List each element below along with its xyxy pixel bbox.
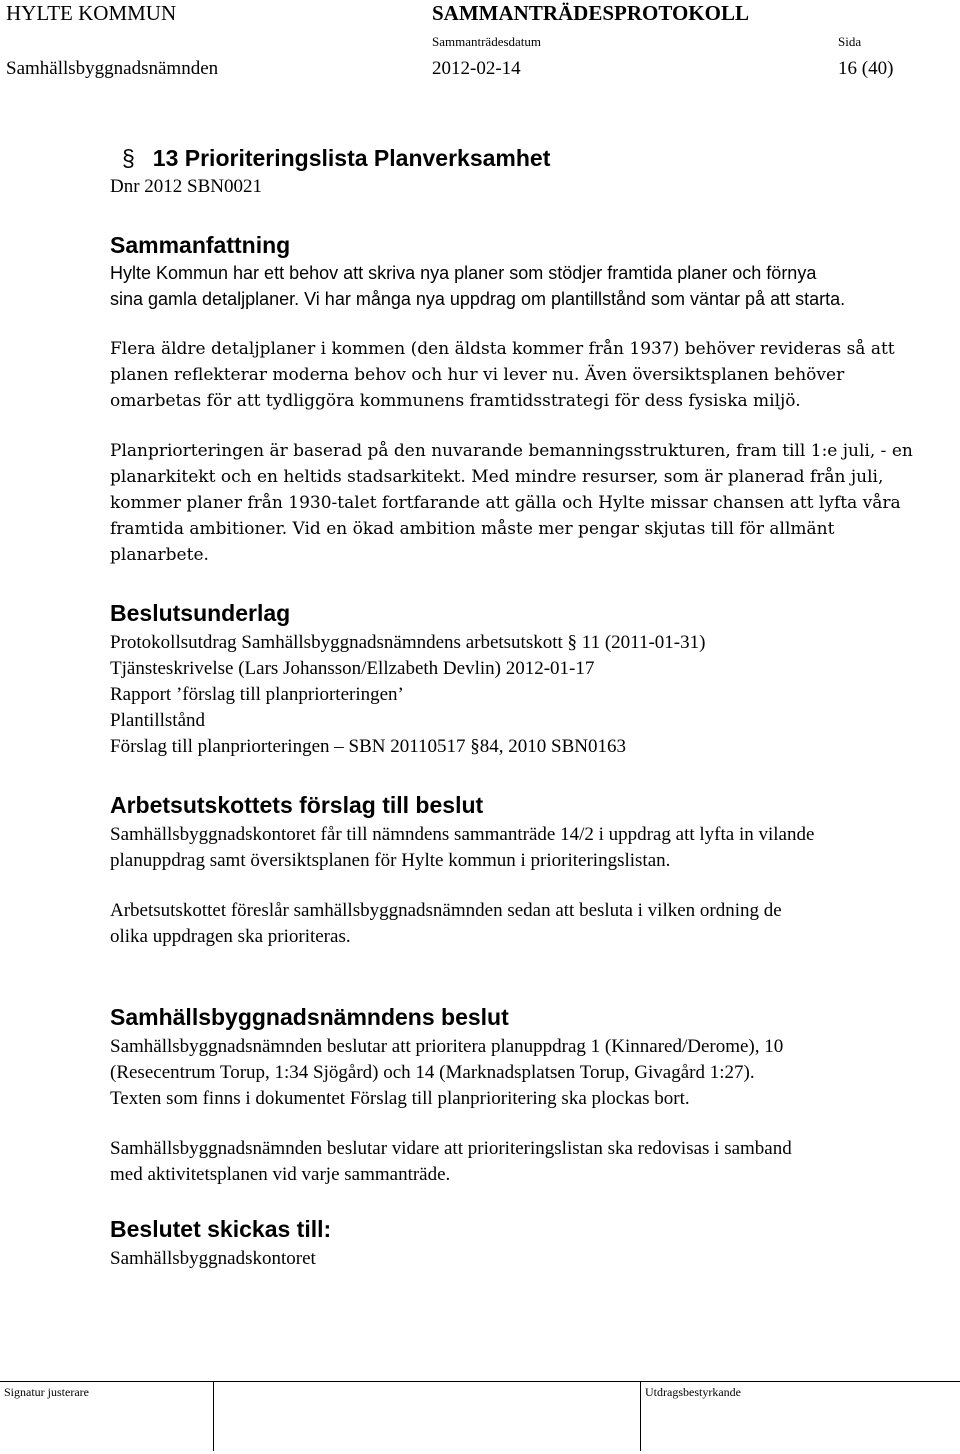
skickas-recipient: Samhällsbyggnadskontoret bbox=[110, 1248, 316, 1269]
text-line: kommer planer från 1930-talet fortfarande att gälla och Hylte missar chansen att lyfta våra bbox=[110, 493, 901, 513]
beslutsunderlag-heading: Beslutsunderlag bbox=[110, 600, 291, 626]
arbetsutskott-section bbox=[110, 790, 930, 950]
text-line: olika uppdragen ska prioriteras. bbox=[110, 926, 351, 947]
text-line: Samhällsbyggnadsnämnden beslutar vidare att prioriteringslistan ska redovisas i samband bbox=[110, 1138, 792, 1159]
dnr: Dnr 2012 SBN0021 bbox=[110, 176, 263, 197]
sammanfattning-p2 bbox=[110, 336, 930, 414]
arbetsutskott-p1 bbox=[110, 822, 930, 874]
signatur-label: Signatur justerare bbox=[4, 1385, 89, 1399]
text-line: planen reflekterar moderna behov och hur vi lever nu. Även översiktsplanen behöver bbox=[110, 365, 845, 385]
sammanfattning-heading: Sammanfattning bbox=[110, 232, 291, 258]
sammanfattning-p1 bbox=[110, 260, 930, 312]
board-name: Samhällsbyggnadsnämnden bbox=[6, 58, 219, 79]
arbetsutskott-heading: Arbetsutskottets förslag till beslut bbox=[110, 792, 484, 818]
utdrag-label: Utdragsbestyrkande bbox=[645, 1385, 741, 1399]
text-line: sina gamla detaljplaner. Vi har många nya uppdrag om plantillstånd som väntar på att starta. bbox=[110, 289, 846, 309]
skickas-section bbox=[110, 1214, 930, 1272]
text-line: omarbetas för att tydliggöra kommunens framtidsstrategi för dess fysiska miljö. bbox=[110, 391, 801, 411]
beslutsunderlag-list bbox=[110, 630, 930, 760]
beslut-section bbox=[110, 1002, 930, 1188]
org-name: HYLTE KOMMUN bbox=[6, 1, 177, 25]
list-item: Plantillstånd bbox=[110, 710, 205, 731]
sammanfattning-section bbox=[110, 230, 930, 568]
list-item: Tjänsteskrivelse (Lars Johansson/Ellzabeth Devlin) 2012-01-17 bbox=[110, 658, 595, 679]
text-line: planuppdrag samt översiktsplanen för Hylte kommun i prioriteringslistan. bbox=[110, 850, 671, 871]
footer-divider bbox=[0, 1381, 960, 1382]
text-line: Planpriorteringen är baserad på den nuvarande bemanningsstrukturen, fram till 1:e juli, - en bbox=[110, 441, 913, 461]
beslut-heading: Samhällsbyggnadsnämndens beslut bbox=[110, 1004, 509, 1030]
text-line: Flera äldre detaljplaner i kommen (den äldsta kommer från 1937) behöver revideras så att bbox=[110, 339, 895, 359]
text-line: Arbetsutskottet föreslår samhällsbyggnadsnämnden sedan att besluta i vilken ordning de bbox=[110, 900, 782, 921]
footer-column-divider bbox=[213, 1381, 214, 1451]
meeting-date: 2012-02-14 bbox=[432, 58, 521, 79]
list-item: Förslag till planpriorteringen – SBN 20110517 §84, 2010 SBN0163 bbox=[110, 736, 626, 757]
footer-column-divider bbox=[640, 1381, 641, 1451]
text-line: planarbete. bbox=[110, 545, 209, 565]
text-line: (Resecentrum Torup, 1:34 Sjögård) och 14 (Marknadsplatsen Torup, Givagård 1:27). bbox=[110, 1062, 755, 1083]
page-label: Sida bbox=[838, 34, 862, 49]
text-line: Hylte Kommun har ett behov att skriva nya planer som stödjer framtida planer och förnya bbox=[110, 263, 817, 283]
skickas-heading: Beslutet skickas till: bbox=[110, 1216, 332, 1242]
arbetsutskott-p2 bbox=[110, 898, 930, 950]
text-line: med aktivitetsplanen vid varje sammanträde. bbox=[110, 1164, 451, 1185]
date-label: Sammanträdesdatum bbox=[432, 34, 542, 49]
text-line: Texten som finns i dokumentet Förslag till planprioritering ska plockas bort. bbox=[110, 1088, 690, 1109]
text-line: Samhällsbyggnadskontoret får till nämndens sammanträde 14/2 i uppdrag att lyfta in vilande bbox=[110, 824, 815, 845]
text-line: framtida ambitioner. Vid en ökad ambition måste mer pengar skjutas till för allmänt bbox=[110, 519, 835, 539]
beslut-p1 bbox=[110, 1034, 930, 1112]
item-title-row bbox=[122, 145, 550, 172]
text-line: planarkitekt och en heltids stadsarkitekt. Med mindre resurser, som är planerad från juli, bbox=[110, 467, 884, 487]
text-line: Samhällsbyggnadsnämnden beslutar att prioritera planuppdrag 1 (Kinnared/Derome), 10 bbox=[110, 1036, 784, 1057]
sammanfattning-p3 bbox=[110, 438, 930, 568]
page-number: 16 (40) bbox=[838, 58, 894, 79]
beslut-p2 bbox=[110, 1136, 930, 1188]
list-item: Rapport ’förslag till planpriorteringen’ bbox=[110, 684, 404, 705]
beslutsunderlag-section bbox=[110, 598, 930, 760]
section-sign: § bbox=[122, 145, 135, 171]
list-item: Protokollsutdrag Samhällsbyggnadsnämndens arbetsutskott § 11 (2011-01-31) bbox=[110, 632, 706, 653]
document-type: SAMMANTRÄDESPROTOKOLL bbox=[432, 1, 749, 25]
item-title: 13 Prioriteringslista Planverksamhet bbox=[152, 145, 551, 171]
